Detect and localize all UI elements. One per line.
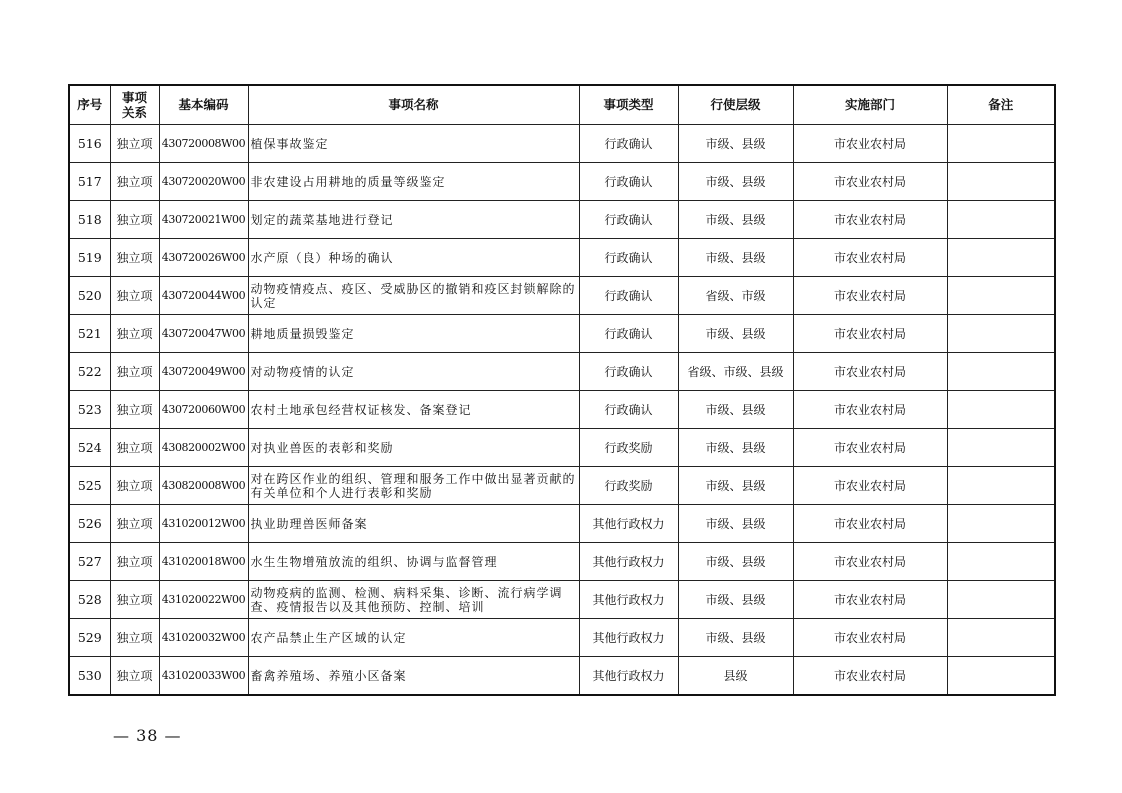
table-row [69,277,1055,315]
cell-note [947,163,1055,201]
cell-dept: 市农业农村局 [793,353,947,391]
table-row [69,353,1055,391]
cell-seq: 527 [69,543,110,581]
cell-name: 耕地质量损毁鉴定 [248,315,579,353]
cell-code: 431020022W00 [159,581,248,619]
cell-name: 划定的蔬菜基地进行登记 [248,201,579,239]
cell-level: 市级、县级 [678,315,793,353]
cell-relation: 独立项 [110,657,159,696]
cell-code: 430820008W00 [159,467,248,505]
cell-dept: 市农业农村局 [793,391,947,429]
cell-seq: 523 [69,391,110,429]
cell-type: 其他行政权力 [579,581,678,619]
cell-code: 430720049W00 [159,353,248,391]
cell-level: 市级、县级 [678,125,793,163]
cell-seq: 524 [69,429,110,467]
cell-name: 动物疫病的监测、检测、病料采集、诊断、流行病学调查、疫情报告以及其他预防、控制、培训 [248,581,579,619]
cell-code: 430720008W00 [159,125,248,163]
cell-level: 市级、县级 [678,163,793,201]
cell-type: 行政确认 [579,391,678,429]
cell-name: 水产原（良）种场的确认 [248,239,579,277]
cell-note [947,277,1055,315]
cell-relation: 独立项 [110,163,159,201]
cell-code: 430720021W00 [159,201,248,239]
cell-note [947,391,1055,429]
cell-level: 县级 [678,657,793,696]
cell-relation: 独立项 [110,543,159,581]
cell-relation: 独立项 [110,125,159,163]
cell-note [947,125,1055,163]
cell-dept: 市农业农村局 [793,505,947,543]
cell-dept: 市农业农村局 [793,619,947,657]
cell-name: 农村土地承包经营权证核发、备案登记 [248,391,579,429]
cell-name: 农产品禁止生产区域的认定 [248,619,579,657]
cell-note [947,505,1055,543]
cell-code: 430720020W00 [159,163,248,201]
cell-type: 行政确认 [579,125,678,163]
cell-code: 431020018W00 [159,543,248,581]
cell-code: 431020012W00 [159,505,248,543]
cell-level: 市级、县级 [678,505,793,543]
cell-level: 省级、市级 [678,277,793,315]
cell-name: 畜禽养殖场、养殖小区备案 [248,657,579,696]
table-row [69,315,1055,353]
cell-relation: 独立项 [110,201,159,239]
header-level: 行使层级 [678,85,793,125]
cell-seq: 516 [69,125,110,163]
cell-code: 430720044W00 [159,277,248,315]
cell-relation: 独立项 [110,467,159,505]
cell-seq: 517 [69,163,110,201]
cell-note [947,543,1055,581]
header-dept: 实施部门 [793,85,947,125]
cell-dept: 市农业农村局 [793,239,947,277]
cell-type: 其他行政权力 [579,657,678,696]
cell-seq: 529 [69,619,110,657]
cell-name: 对在跨区作业的组织、管理和服务工作中做出显著贡献的有关单位和个人进行表彰和奖励 [248,467,579,505]
cell-seq: 521 [69,315,110,353]
header-relation: 事项 关系 [110,85,159,125]
table-row [69,429,1055,467]
cell-relation: 独立项 [110,277,159,315]
table-body [69,125,1055,696]
cell-level: 市级、县级 [678,429,793,467]
cell-type: 行政奖励 [579,429,678,467]
cell-type: 行政确认 [579,315,678,353]
cell-dept: 市农业农村局 [793,201,947,239]
cell-type: 行政确认 [579,163,678,201]
cell-seq: 519 [69,239,110,277]
cell-seq: 525 [69,467,110,505]
cell-note [947,429,1055,467]
cell-level: 市级、县级 [678,543,793,581]
cell-relation: 独立项 [110,391,159,429]
cell-name: 植保事故鉴定 [248,125,579,163]
administrative-items-table [68,84,1056,696]
cell-note [947,619,1055,657]
table-row [69,505,1055,543]
cell-seq: 528 [69,581,110,619]
cell-note [947,201,1055,239]
cell-type: 行政确认 [579,277,678,315]
cell-name: 动物疫情疫点、疫区、受威胁区的撤销和疫区封锁解除的认定 [248,277,579,315]
cell-level: 市级、县级 [678,391,793,429]
table-row [69,163,1055,201]
cell-seq: 526 [69,505,110,543]
cell-code: 431020033W00 [159,657,248,696]
table-row [69,657,1055,696]
header-note: 备注 [947,85,1055,125]
header-code: 基本编码 [159,85,248,125]
table-row [69,467,1055,505]
page-number: — 38 — [113,726,182,745]
cell-relation: 独立项 [110,315,159,353]
cell-level: 市级、县级 [678,201,793,239]
table-row [69,125,1055,163]
table-row [69,239,1055,277]
header-type: 事项类型 [579,85,678,125]
cell-type: 其他行政权力 [579,505,678,543]
cell-type: 其他行政权力 [579,619,678,657]
cell-dept: 市农业农村局 [793,657,947,696]
cell-relation: 独立项 [110,505,159,543]
cell-code: 430820002W00 [159,429,248,467]
cell-dept: 市农业农村局 [793,581,947,619]
table-row [69,619,1055,657]
cell-dept: 市农业农村局 [793,467,947,505]
cell-seq: 530 [69,657,110,696]
document-table-container [68,84,1056,696]
cell-note [947,239,1055,277]
cell-level: 市级、县级 [678,619,793,657]
cell-name: 对动物疫情的认定 [248,353,579,391]
cell-name: 非农建设占用耕地的质量等级鉴定 [248,163,579,201]
cell-note [947,657,1055,696]
cell-relation: 独立项 [110,239,159,277]
table-row [69,581,1055,619]
header-name: 事项名称 [248,85,579,125]
cell-level: 省级、市级、县级 [678,353,793,391]
cell-relation: 独立项 [110,619,159,657]
cell-level: 市级、县级 [678,581,793,619]
cell-seq: 522 [69,353,110,391]
header-seq: 序号 [69,85,110,125]
cell-level: 市级、县级 [678,239,793,277]
cell-code: 430720047W00 [159,315,248,353]
cell-note [947,467,1055,505]
cell-relation: 独立项 [110,581,159,619]
cell-dept: 市农业农村局 [793,163,947,201]
cell-level: 市级、县级 [678,467,793,505]
cell-code: 430720060W00 [159,391,248,429]
cell-note [947,581,1055,619]
cell-dept: 市农业农村局 [793,125,947,163]
table-row [69,391,1055,429]
table-header-row [69,85,1055,125]
cell-type: 行政确认 [579,353,678,391]
cell-relation: 独立项 [110,429,159,467]
cell-name: 水生生物增殖放流的组织、协调与监督管理 [248,543,579,581]
cell-type: 行政确认 [579,239,678,277]
cell-type: 行政奖励 [579,467,678,505]
cell-type: 其他行政权力 [579,543,678,581]
cell-dept: 市农业农村局 [793,315,947,353]
cell-type: 行政确认 [579,201,678,239]
cell-dept: 市农业农村局 [793,429,947,467]
cell-note [947,353,1055,391]
cell-seq: 518 [69,201,110,239]
cell-dept: 市农业农村局 [793,543,947,581]
table-row [69,201,1055,239]
cell-dept: 市农业农村局 [793,277,947,315]
table-row [69,543,1055,581]
cell-name: 对执业兽医的表彰和奖励 [248,429,579,467]
cell-code: 431020032W00 [159,619,248,657]
cell-code: 430720026W00 [159,239,248,277]
cell-relation: 独立项 [110,353,159,391]
cell-note [947,315,1055,353]
cell-name: 执业助理兽医师备案 [248,505,579,543]
cell-seq: 520 [69,277,110,315]
